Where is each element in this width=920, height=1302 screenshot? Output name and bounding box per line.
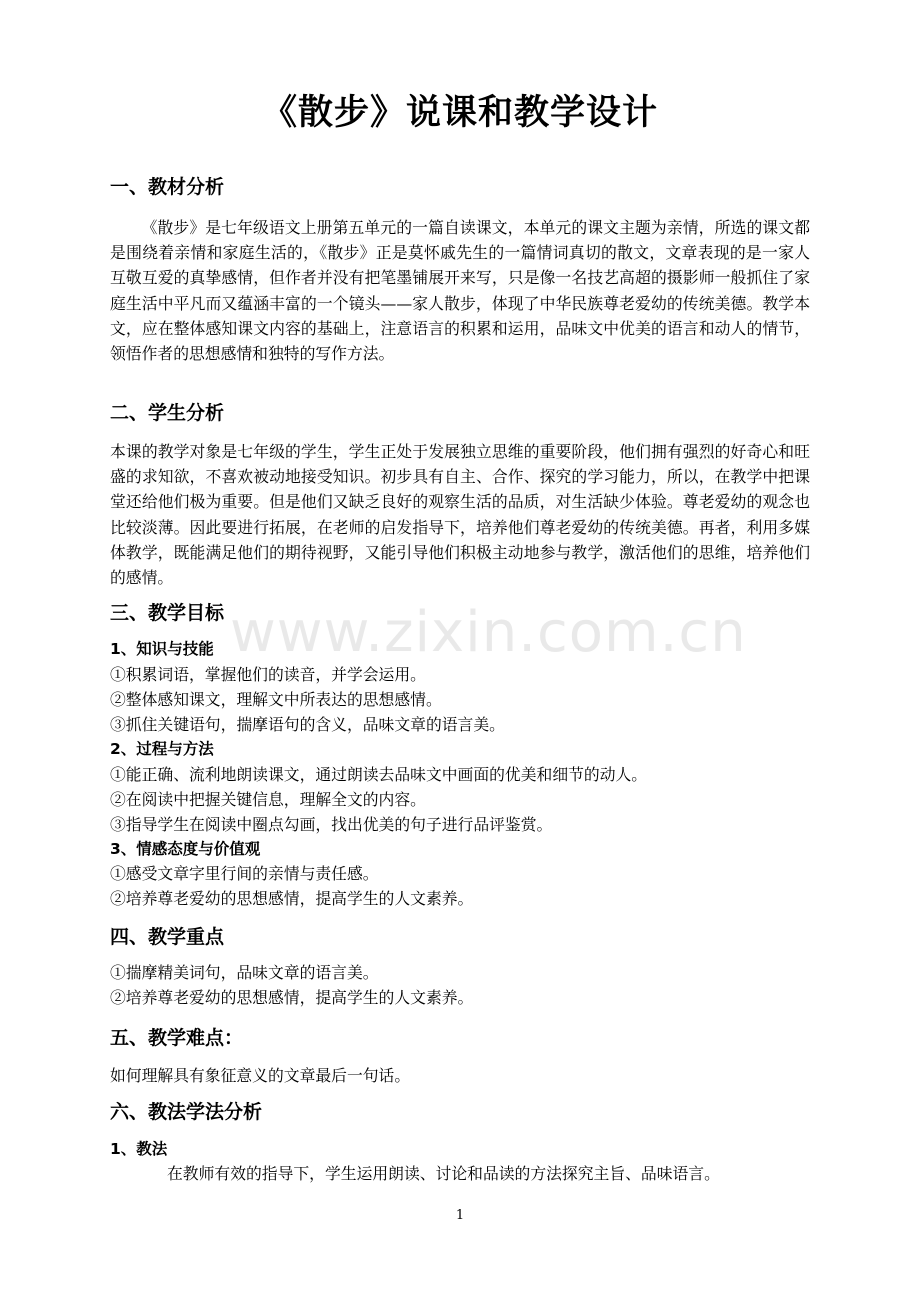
list-item: ②整体感知课文，理解文中所表达的思想感情。 [110, 690, 442, 709]
list-item: ①揣摩精美词句，品味文章的语言美。 [110, 963, 379, 982]
watermark: www.zixin.com.cn [230, 600, 747, 665]
section-2-paragraph: 本课的教学对象是七年级的学生，学生正处于发展独立思维的重要阶段，他们拥有强烈的好奇心和旺盛的求知欲，不喜欢被动地接受知识。初步具有自主、合作、探究的学习能力，所以，在教学中把课堂还给他们极为重要。但是他们又缺乏良好的观察生活的品质，对生活缺少体验。尊老爱幼的观念也比较淡薄。因此要进行拓展，在老师的启发指导下，培养他们尊老爱幼的传统美德。再者，利用多媒体教学，既能满足他们的期待视野，又能引导他们积极主动地参与教学，激活他们的思维，培养他们的感情。 [110, 442, 810, 588]
list-item: ①能正确、流利地朗读课文，通过朗读去品味文中画面的优美和细节的动人。 [110, 765, 648, 784]
list-item: ③指导学生在阅读中圈点勾画，找出优美的句子进行品评鉴赏。 [110, 815, 553, 834]
section-heading-6: 六、教法学法分析 [110, 1101, 263, 1123]
section-heading-5: 五、教学难点： [110, 1027, 244, 1049]
list-item: ①积累词语，掌握他们的读音，并学会运用。 [110, 665, 426, 684]
list-item: ②培养尊老爱幼的思想感情，提高学生的人文素养。 [110, 889, 474, 908]
section-heading-1: 一、教材分析 [110, 176, 225, 198]
subsection-heading-3-3: 3、情感态度与价值观 [110, 840, 261, 858]
section-heading-3: 三、教学目标 [110, 602, 225, 624]
section-heading-4: 四、教学重点 [110, 926, 225, 948]
list-item: ②培养尊老爱幼的思想感情，提高学生的人文素养。 [110, 988, 474, 1007]
list-item: ③抓住关键语句，揣摩语句的含义，品味文章的语言美。 [110, 715, 505, 734]
document-title: 《散步》说课和教学设计 [261, 93, 658, 133]
list-item: ①感受文章字里行间的亲情与责任感。 [110, 864, 379, 883]
section-6-1-paragraph: 在教师有效的指导下，学生运用朗读、讨论和品读的方法探究主旨、品味语言。 [167, 1164, 720, 1183]
subsection-heading-3-2: 2、过程与方法 [110, 740, 214, 758]
section-1-paragraph: 《散步》是七年级语文上册第五单元的一篇自读课文，本单元的课文主题为亲情，所选的课文都是围绕着亲情和家庭生活的，《散步》正是莫怀戚先生的一篇情词真切的散文，文章表现的是一家人互敬互爱的真挚感情，但作者并没有把笔墨铺展开来写，只是像一名技艺高超的摄影师一般抓住了家庭生活中平凡而又蕴涵丰富的一个镜头——家人散步，体现了中华民族尊老爱幼的传统美德。教学本文，应在整体感知课文内容的基础上，注意语言的积累和运用，品味文中优美的语言和动人的情节，领悟作者的思想感情和独特的写作方法。 [110, 218, 810, 364]
subsection-heading-6-1: 1、教法 [110, 1140, 168, 1158]
page-number: 1 [455, 1208, 465, 1223]
section-heading-2: 二、学生分析 [110, 402, 225, 424]
subsection-heading-3-1: 1、知识与技能 [110, 640, 214, 658]
section-5-paragraph: 如何理解具有象征意义的文章最后一句话。 [110, 1066, 411, 1085]
list-item: ②在阅读中把握关键信息，理解全文的内容。 [110, 790, 426, 809]
